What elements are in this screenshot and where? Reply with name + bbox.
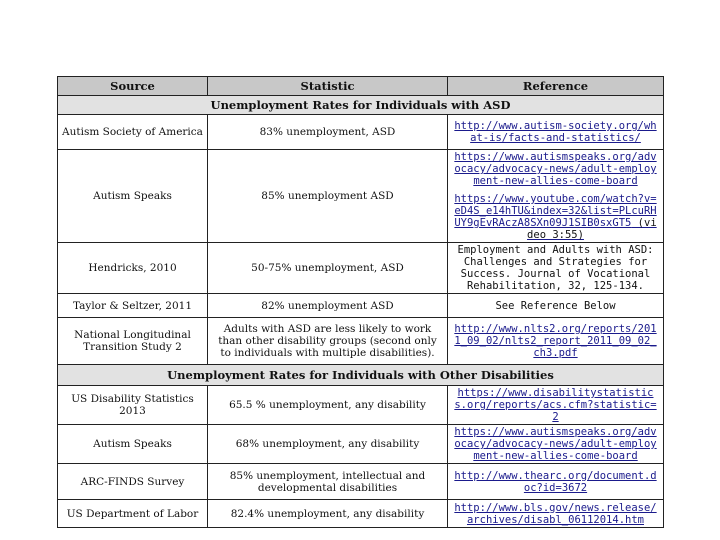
table-body: [58, 96, 664, 528]
source-cell: Autism Society of America: [58, 115, 208, 150]
reference-link[interactable]: [452, 387, 659, 423]
reference-label: https://www.youtube.com/watch?v=eD4S_e14hTU&index=32&list=PLcuRHUY9gEvRAczA8SXn09J1SIB0sxGT5: [454, 193, 657, 229]
statistic-cell: 50-75% unemployment, ASD: [208, 243, 448, 294]
statistic-cell: 85% unemployment ASD: [208, 150, 448, 243]
section-header-row: [58, 365, 664, 386]
statistic-cell: Adults with ASD are less likely to work than other disability groups (second only to individuals with multiple disabilities).: [208, 318, 448, 365]
reference-link[interactable]: [452, 426, 659, 462]
reference-label: https://www.autismspeaks.org/advocacy/advocacy-news/adult-employment-new-allies-come-board: [454, 426, 657, 462]
reference-suffix: (video 3:55): [527, 217, 657, 241]
reference-cell: [448, 425, 664, 464]
statistic-cell: 68% unemployment, any disability: [208, 425, 448, 464]
source-cell: Hendricks, 2010: [58, 243, 208, 294]
source-cell: US Disability Statistics 2013: [58, 386, 208, 425]
header-reference: Reference: [448, 77, 664, 96]
table-row: [58, 464, 664, 500]
reference-label: http://www.nlts2.org/reports/2011_09_02/nlts2_report_2011_09_02_ch3.pdf: [454, 323, 657, 359]
table-row: [58, 500, 664, 528]
reference-cell: [448, 115, 664, 150]
reference-cell: [448, 243, 664, 294]
unemployment-table: [57, 76, 664, 528]
reference-cell: [448, 386, 664, 425]
header-statistic: Statistic: [208, 77, 448, 96]
reference-label: See Reference Below: [495, 299, 616, 312]
reference-cell: [448, 318, 664, 365]
statistic-cell: 82% unemployment ASD: [208, 294, 448, 318]
source-cell: US Department of Labor: [58, 500, 208, 528]
source-cell: National Longitudinal Transition Study 2: [58, 318, 208, 365]
reference-link[interactable]: [452, 120, 659, 144]
reference-text: [452, 300, 659, 312]
section-header-row: [58, 96, 664, 115]
table-row: [58, 318, 664, 365]
section-title: Unemployment Rates for Individuals with Other Disabilities: [58, 365, 664, 386]
source-cell: Taylor & Seltzer, 2011: [58, 294, 208, 318]
reference-link[interactable]: [452, 470, 659, 494]
header-row: [58, 77, 664, 96]
section-title: Unemployment Rates for Individuals with ASD: [58, 96, 664, 115]
reference-label: http://www.autism-society.org/what-is/facts-and-statistics/: [454, 120, 657, 144]
header-source: Source: [58, 77, 208, 96]
table-row: [58, 115, 664, 150]
reference-label: http://www.thearc.org/document.doc?id=3672: [454, 469, 657, 494]
table-row: [58, 425, 664, 464]
reference-link[interactable]: [452, 323, 659, 359]
table-row: [58, 294, 664, 318]
reference-cell: [448, 294, 664, 318]
reference-label: https://www.disabilitystatistics.org/reports/acs.cfm?statistic=2: [454, 387, 657, 423]
reference-link[interactable]: [452, 193, 659, 241]
statistic-cell: 83% unemployment, ASD: [208, 115, 448, 150]
table-row: [58, 386, 664, 425]
reference-label: Employment and Adults with ASD: Challenges and Strategies for Success. Journal of Vocational Rehabilitation, 32, 125-134.: [457, 244, 654, 292]
statistic-cell: 65.5 % unemployment, any disability: [208, 386, 448, 425]
reference-label: http://www.bls.gov/news.release/archives/disabl_06112014.htm: [454, 501, 657, 526]
reference-text: [452, 244, 659, 292]
source-cell: Autism Speaks: [58, 425, 208, 464]
reference-cell: [448, 150, 664, 243]
reference-label: https://www.autismspeaks.org/advocacy/advocacy-news/adult-employment-new-allies-come-board: [454, 151, 657, 187]
source-cell: Autism Speaks: [58, 150, 208, 243]
reference-cell: [448, 464, 664, 500]
table-row: [58, 150, 664, 243]
reference-link[interactable]: [452, 502, 659, 526]
source-cell: ARC-FINDS Survey: [58, 464, 208, 500]
statistic-cell: 85% unemployment, intellectual and developmental disabilities: [208, 464, 448, 500]
reference-link[interactable]: [452, 151, 659, 187]
statistic-cell: 82.4% unemployment, any disability: [208, 500, 448, 528]
reference-cell: [448, 500, 664, 528]
table-row: [58, 243, 664, 294]
